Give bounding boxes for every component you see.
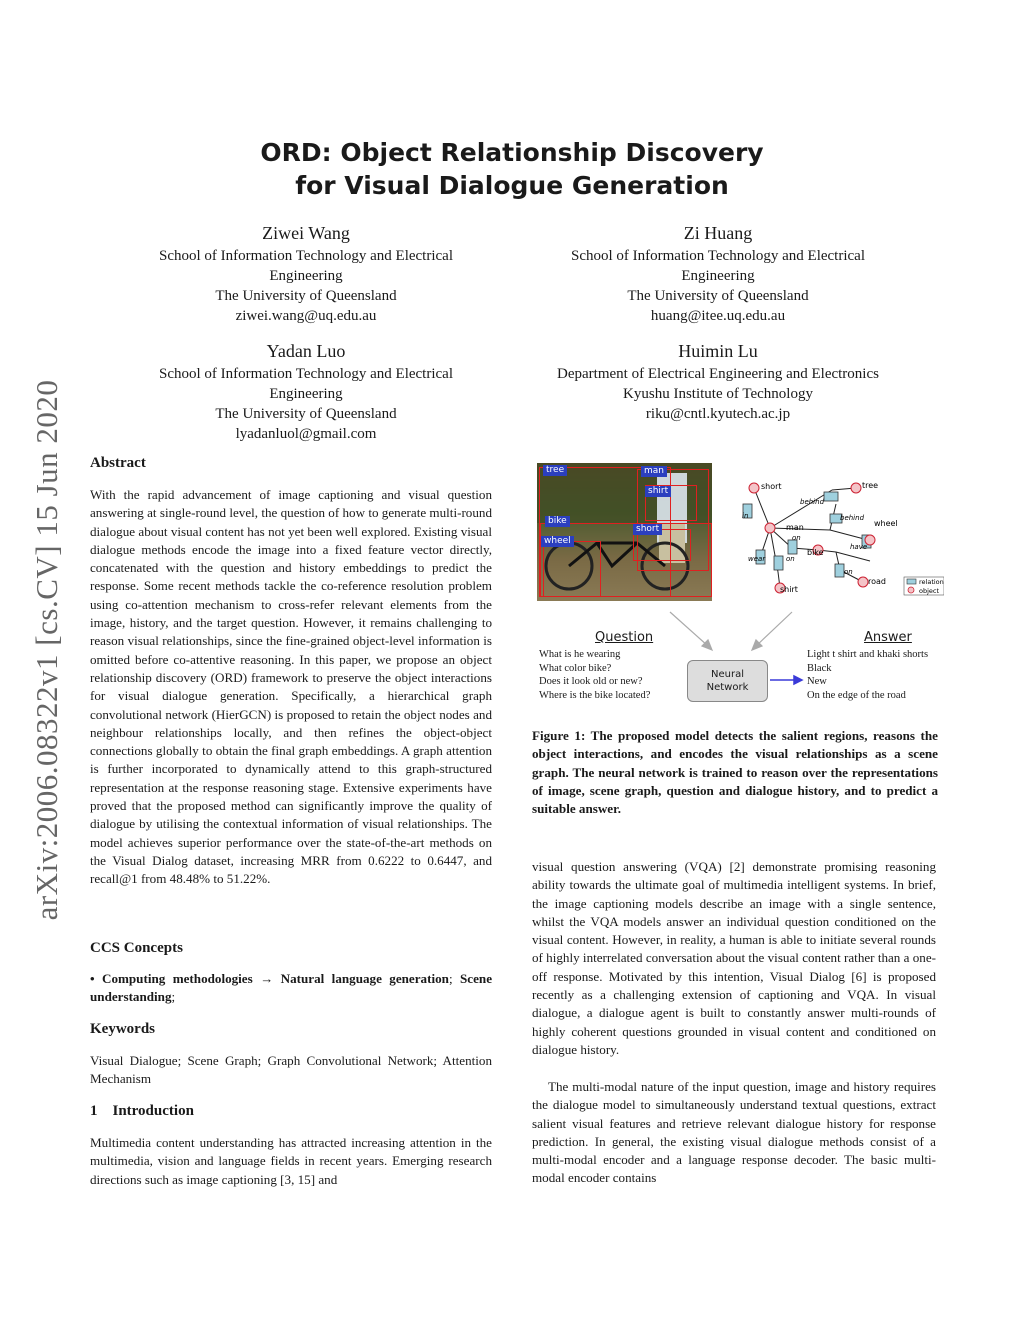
title-line-2: for Visual Dialogue Generation [295, 171, 729, 200]
graph-object-short: short [761, 482, 782, 491]
answer-item: Light t shirt and khaki shorts [807, 649, 929, 660]
abstract-heading: Abstract [90, 455, 146, 471]
intro-heading: 1 Introduction [90, 1103, 194, 1119]
question-label: Question [595, 630, 654, 645]
body-paragraph-2: The multi-modal nature of the input question, image and history requires the dialogue model to simultaneously understand textual questions, extract salient visual features and retrieve relevant dialogue history for response prediction. In general, the existing visual dialogue methods consist of a multi-modal encoder and a language response decoder. The basic multi-modal encoder contains [532, 1079, 936, 1186]
author-affiliation: The University of Queensland [627, 288, 809, 304]
author-email: ziwei.wang@uq.edu.au [235, 308, 377, 324]
author-name: Huimin Lu [678, 341, 758, 361]
neural-network-box [687, 660, 768, 702]
author-affiliation: School of Information Technology and Electrical [158, 366, 453, 382]
tag-short: short [633, 524, 662, 535]
author-affiliation: Department of Electrical Engineering and Electronics [557, 366, 879, 382]
graph-object-tree: tree [862, 481, 879, 490]
keywords-heading: Keywords [90, 1021, 155, 1037]
paper-title [0, 136, 1024, 202]
author-name: Yadan Luo [266, 341, 346, 361]
graph-relation-in: in [742, 512, 749, 520]
question-item: What color bike? [539, 662, 612, 674]
question-item: Does it look old or new? [539, 676, 643, 688]
graph-relation-on: on [786, 555, 795, 563]
graph-relation-on: on [792, 534, 801, 542]
author-affiliation: School of Information Technology and Electrical [158, 248, 453, 264]
author-block-3 [130, 339, 482, 444]
question-item: Where is the bike located? [539, 689, 651, 701]
author-affiliation: School of Information Technology and Electrical [570, 248, 865, 264]
body-paragraph-1: visual question answering (VQA) [2] demonstrate promising reasoning ability towards the ultimate goal of multimedia intelligent systems. In brief, the image captioning models describe an image with a single sentence, whilst the VQA models answer an individual question conditioned on the visual content. However, in reality, a human is able to initiate several rounds of highly interrelated conversation about the visual content rather than a one-off response. Motivated by this intention, Visual Dialog [6] is proposed recently as a challenging extension of captioning and VQA. In visual dialogue, a dialogue agent is built to constantly answer multi-rounds of highly coherent questions grounded in visual content and conditioned on dialogue history. [532, 859, 936, 1057]
graph-object-bike: bike [807, 548, 824, 557]
ccs-concept-1: • Computing methodologies → Natural language generation [90, 971, 449, 986]
abstract-text: With the rapid advancement of image captioning and visual question answering at single-round level, the question of how to generate multi-round dialogue about visual content has not yet been well explored. Existing visual dialogue methods encode the image into a fixed feature vector directly, concatenated with the question and history embeddings to predict the response. Some recent methods tackle the co-reference resolution problem using co-attention mechanism to cross-refer relevant elements from the image, history, and the target question. However, it remains challenging to reason visual relationships, since the fine-grained object-level information is omitted before co-attentive reasoning. In this paper, we propose an object relationship discovery (ORD) framework to preserve the object interactions for visual dialogue generation. Specifically, a hierarchical graph convolutional network (HierGCN) is proposed to retain the object nodes and neighbour relationships locally, and then refines the object-object connections globally to obtain the final graph embeddings. A graph attention is further incorporated to dynamically attend to this graph-structured representation at the response reasoning stage. Extensive experiments have proved that the proposed method can significantly improve the quality of dialogue by utilising the contextual information of visual relationships. The model achieves superior performance over the state-of-the-art methods on the Visual Dialog dataset, increasing MRR from 0.6222 to 0.6447, and recall@1 from 48.48% to 51.22%. [90, 487, 492, 887]
tag-shirt: shirt [645, 486, 671, 497]
answer-label: Answer [864, 630, 912, 645]
author-block-4 [528, 339, 908, 424]
network-label-line-2: Network [706, 682, 749, 693]
author-affiliation: Engineering [269, 386, 343, 402]
graph-object-shirt: shirt [780, 585, 798, 594]
title-line-1: ORD: Object Relationship Discovery [260, 138, 764, 167]
figure-caption: Figure 1: The proposed model detects the salient regions, reasons the object interactions, and encodes the visual relationships as a scene graph. The neural network is trained to reason over the representations of image, scene graph, question and dialogue history, and to predict a suitable answer. [532, 728, 938, 817]
author-name: Ziwei Wang [262, 223, 350, 243]
author-email: huang@itee.uq.edu.au [650, 308, 786, 324]
graph-object-man: man [786, 523, 804, 532]
author-affiliation: Kyushu Institute of Technology [623, 386, 813, 402]
graph-relation-on: on [844, 568, 853, 576]
author-block-1 [130, 221, 482, 326]
question-item: What is he wearing [539, 649, 621, 660]
tag-man: man [641, 466, 667, 477]
legend-relation: relation [919, 578, 944, 586]
tag-bike: bike [545, 516, 570, 527]
author-block-2 [542, 221, 894, 326]
answer-item: Black [807, 662, 832, 674]
question-list [539, 648, 689, 702]
author-affiliation: The University of Queensland [215, 406, 397, 422]
ccs-concept-2: Scene understanding [90, 971, 492, 1005]
author-affiliation: Engineering [269, 268, 343, 284]
answer-item: On the edge of the road [807, 689, 906, 701]
author-email: riku@cntl.kyutech.ac.jp [645, 406, 791, 422]
arxiv-identifier: arXiv:2006.08322v1 [cs.CV] 15 Jun 2020 [29, 379, 64, 921]
graph-object-wheel: wheel [874, 519, 898, 528]
tag-wheel: wheel [541, 536, 574, 547]
keywords-text: Visual Dialogue; Scene Graph; Graph Convolutional Network; Attention Mechanism [90, 1053, 492, 1087]
author-email: lyadanluol@gmail.com [235, 426, 377, 442]
arxiv-sidebar [27, 360, 67, 940]
graph-relation-wear: wear [748, 555, 766, 563]
graph-relation-behind: behind [840, 514, 865, 522]
network-label-line-1: Neural [710, 669, 744, 680]
legend-object: object [919, 587, 940, 595]
intro-paragraph: Multimedia content understanding has attracted increasing attention in the multimedia, vision and language fields in recent years. Emerging research directions such as image captioning [3, 15] and [90, 1135, 492, 1187]
graph-object-road: road [868, 577, 886, 586]
ccs-text: • Computing methodologies → Natural language generation; Scene understanding; [90, 971, 492, 1005]
graph-relation-behind: behind [800, 498, 825, 506]
graph-relation-have: have [850, 543, 868, 551]
answer-list [807, 648, 947, 702]
author-name: Zi Huang [683, 223, 753, 243]
answer-item: New [807, 676, 827, 688]
author-affiliation: Engineering [681, 268, 755, 284]
author-affiliation: The University of Queensland [215, 288, 397, 304]
tag-tree: tree [543, 465, 567, 476]
ccs-heading: CCS Concepts [90, 940, 183, 956]
